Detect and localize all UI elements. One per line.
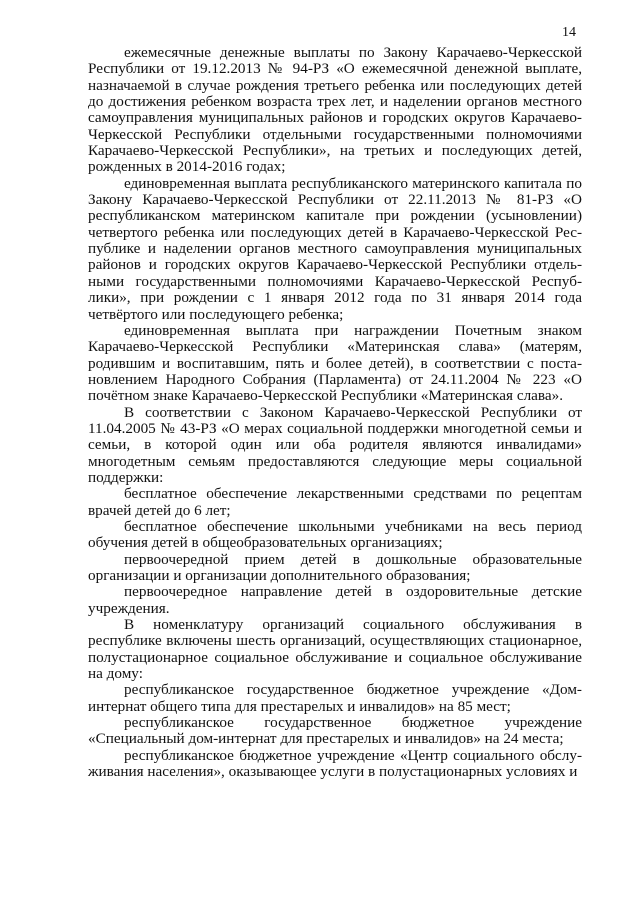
paragraph-monthly-payments: ежемесячные денежные выплаты по Закону Карачаево-Черкесской Республики от 19.12.2013 № 94-РЗ «О ежемесячной денежной выплате, назначаемой в случае рождения третьего ребенка или последующих детей до достижения ребенком возраста трех лет, и наделении органов местного самоуправления муниципальных районов и городских округов Карачаево-Черкесской Республики отдельными государственными полномочиями Карачаево-Черкесской Республики», на третьих и последующих детей, рожденных в 2014-2016 годах; (88, 44, 582, 176)
paragraph-social-service-center: республиканское бюджетное учреждение «Центр социального обслуживания населения», оказывающее услуги в полустационарных условиях и (88, 746, 582, 781)
page-number: 14 (562, 25, 576, 40)
paragraph-maternity-capital: единовременная выплата республиканского материнского капитала по Закону Карачаево-Черкесской Республики от 22.11.2013 № 81-РЗ «О республиканском материнском капитале при рождении (усыновлении) четвертого ребенка или последующих детей в Карачаево-Черкесской Республике и наделении органов местного самоуправления муниципальных районов и городских округов Карачаево-Черкесской Республики отдельными государственными полномочиями Карачаево-Черкесской Республики», при рождении с 1 января 2012 года по 31 января 2014 года четвёртого или последующего ребенка; (88, 174, 582, 323)
paragraph-free-textbooks: бесплатное обеспечение школьными учебниками на весь период обучения детей в общеобразовательных организациях; (88, 517, 582, 552)
paragraph-maternal-glory-award: единовременная выплата при награждении Почетным знаком Карачаево-Черкесской Республики «Материнская слава» (матерям, родившим и воспитавшим, пять и более детей), в соответствии с постановлением Народного Собрания (Парламента) от 24.11.2004 № 223 «О почётном знаке Карачаево-Черкесской Республики «Материнская слава». (88, 321, 582, 405)
paragraph-social-service-organizations: В номенклатуру организаций социального обслуживания в республике включены шесть организаций, осуществляющих стационарное, полустационарное социальное обслуживание и социальное обслуживание на дому: (88, 616, 582, 683)
paragraph-general-nursing-home: республиканское государственное бюджетное учреждение «Дом-интернат общего типа для престарелых и инвалидов» на 85 мест; (88, 681, 582, 715)
document-body (88, 45, 582, 780)
paragraph-priority-admission: первоочередной прием детей в дошкольные образовательные организации и организации дополнительного образования; (88, 550, 582, 584)
paragraph-special-nursing-home: республиканское государственное бюджетное учреждение «Специальный дом-интернат для престарелых и инвалидов» на 24 места; (88, 714, 582, 748)
paragraph-free-medicines: бесплатное обеспечение лекарственными средствами по рецептам врачей детей до 6 лет; (88, 485, 582, 519)
paragraph-priority-health-camps: первоочередное направление детей в оздоровительные детские учреждения. (88, 583, 582, 617)
paragraph-large-family-law: В соответствии с Законом Карачаево-Черкесской Республики от 11.04.2005 № 43-РЗ «О мерах социальной поддержки многодетной семьи и семьи, в которой один или оба родителя являются инвалидами» многодетным семьям предоставляются следующие меры социальной поддержки: (88, 403, 582, 486)
